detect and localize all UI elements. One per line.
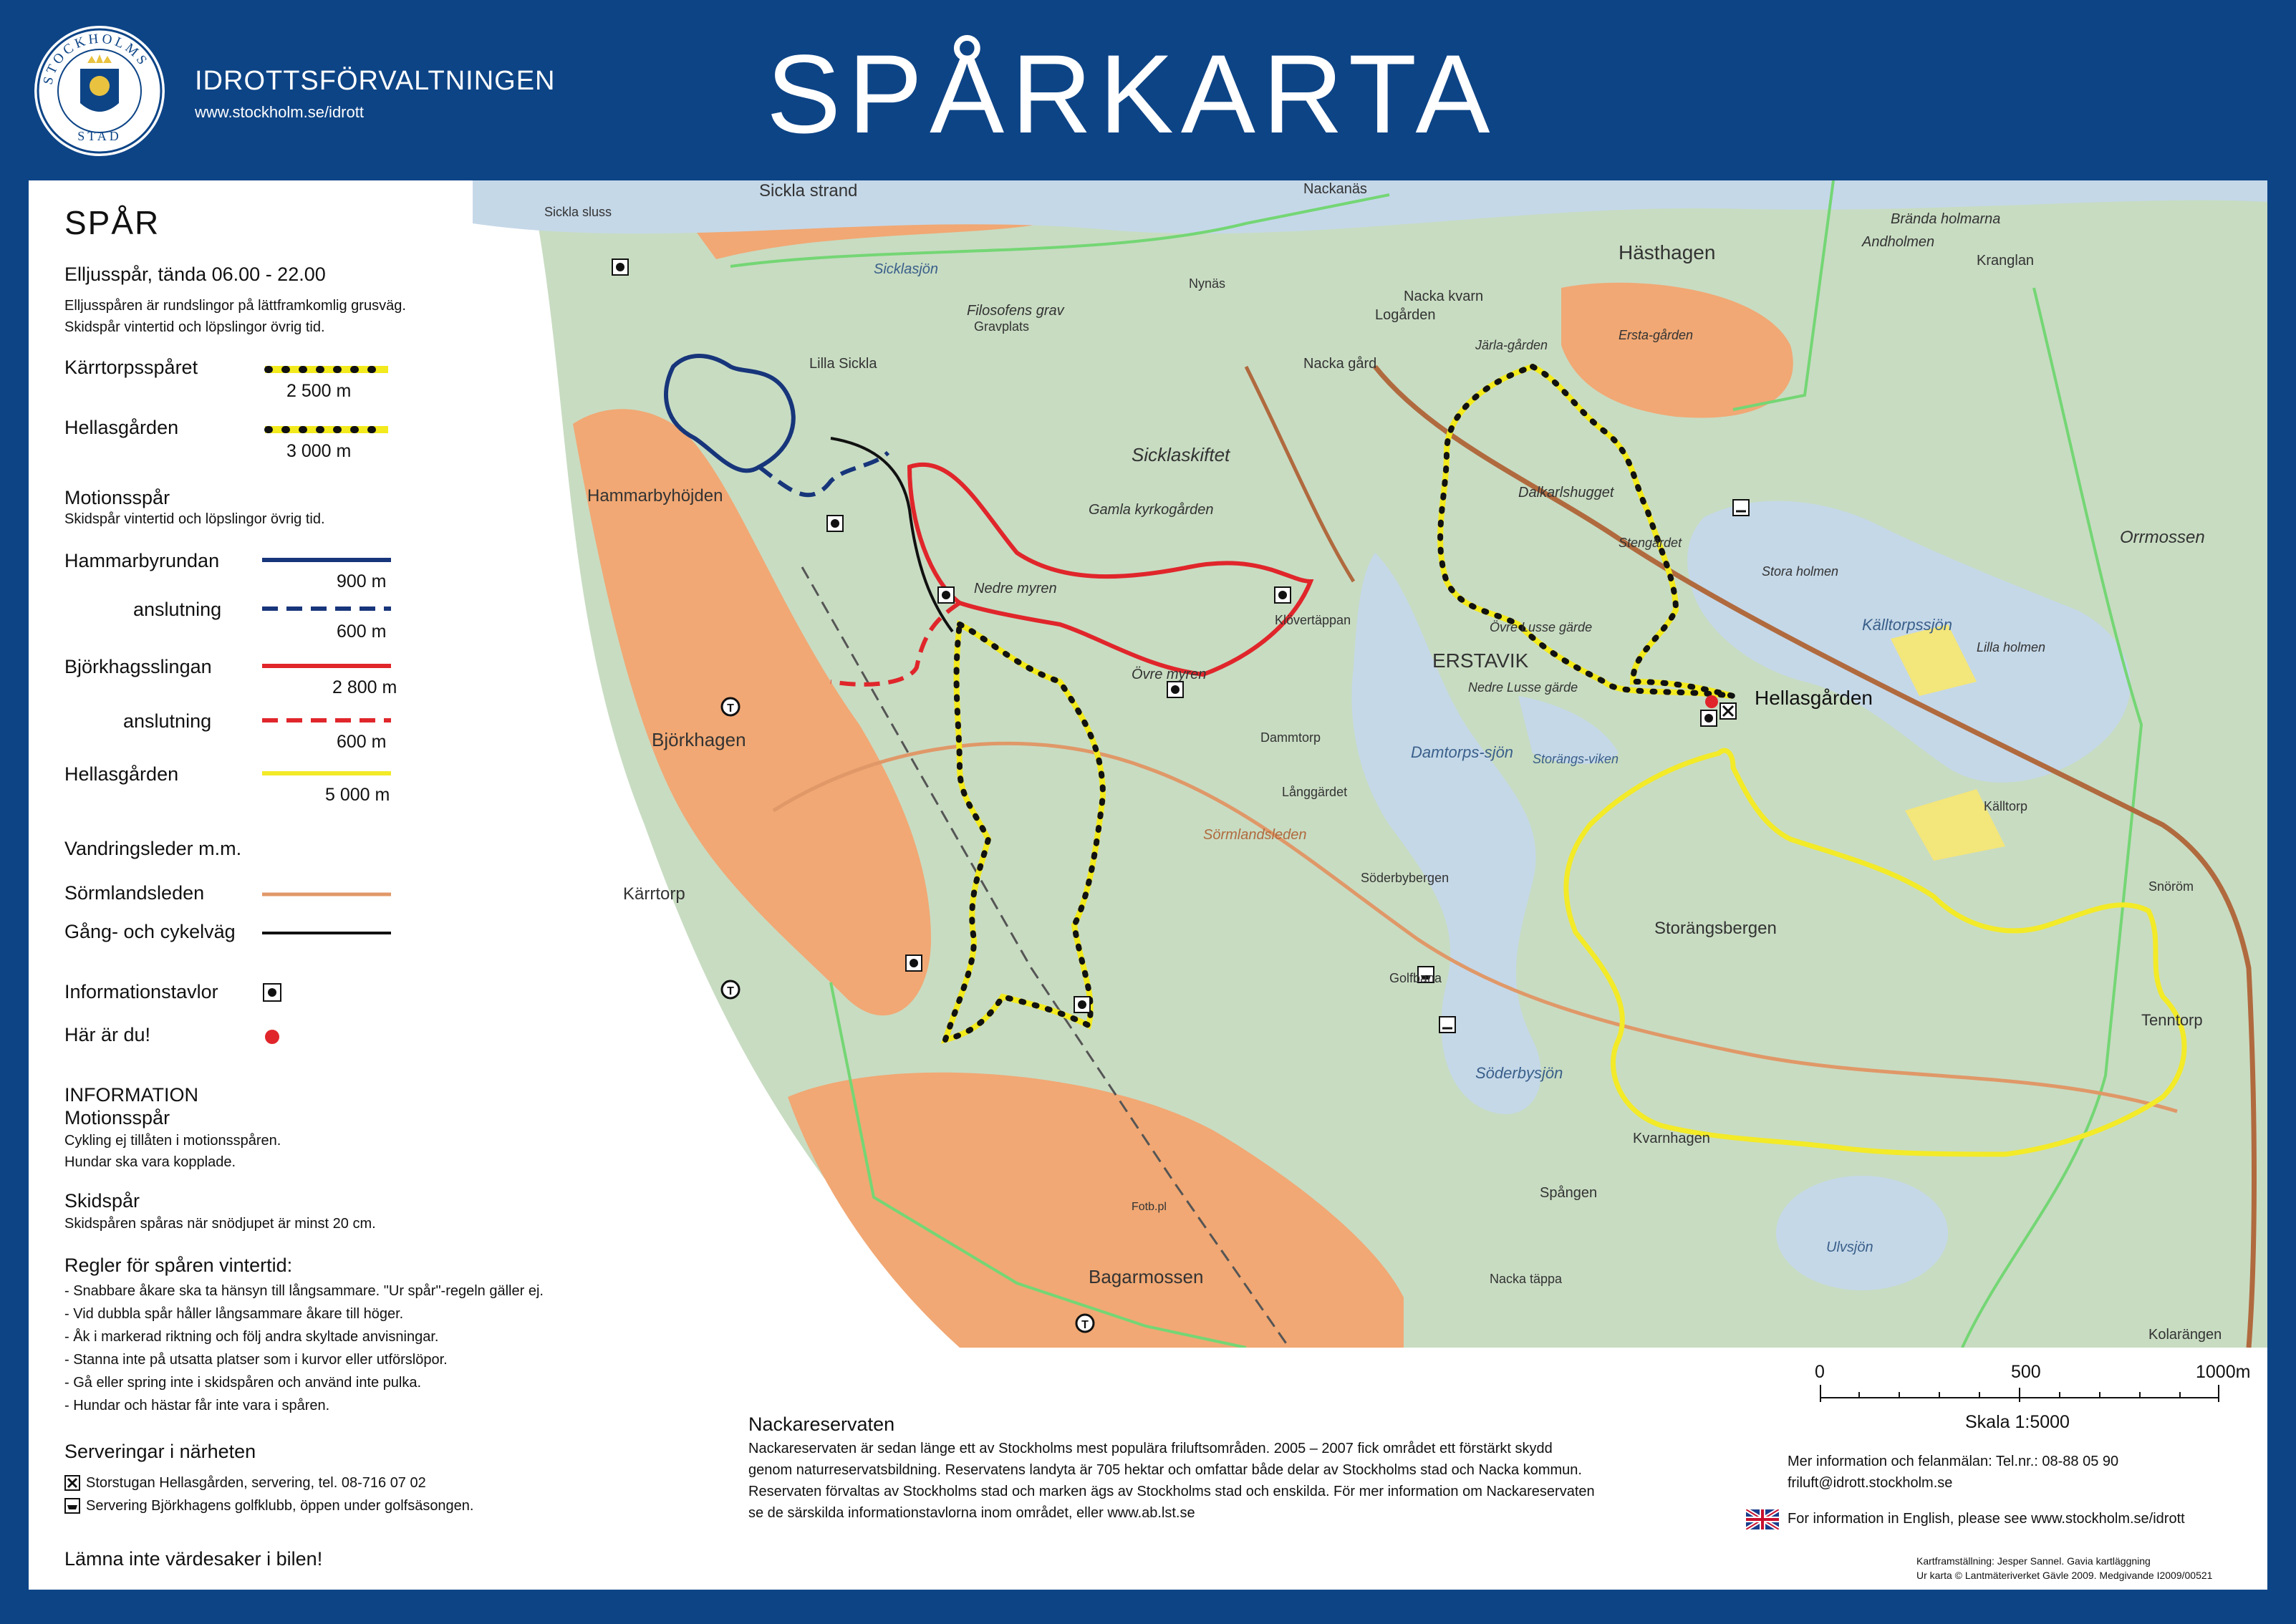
org-url[interactable]: www.stockholm.se/idrott <box>195 103 364 121</box>
bath-icon <box>1439 1017 1455 1033</box>
nacka-line: genom naturreservatsbildning. Reservatens landyta är 705 hektar och omfattar både delar av Stockholms stad och Nacka kommun. <box>748 1462 1582 1478</box>
map-label: Nacka gård <box>1303 356 1377 372</box>
map-label: Andholmen <box>1862 234 1935 250</box>
serv-heading: Serveringar i närheten <box>64 1441 256 1462</box>
info-motion-1: Cykling ej tillåten i motionsspåren. <box>64 1133 281 1149</box>
info-board-icon[interactable] <box>1701 710 1717 726</box>
bath-icon <box>1733 500 1749 516</box>
info-motion-2: Hundar ska vara kopplade. <box>64 1154 236 1170</box>
map-label: Damtorps-sjön <box>1411 743 1514 761</box>
map-label: Nynäs <box>1189 276 1226 291</box>
nacka-line: se de särskilda informationstavlorna inom området, eller www.ab.lst.se <box>748 1505 1195 1521</box>
map-label: Björkhagen <box>652 729 746 750</box>
scale-label: Skala 1:5000 <box>1965 1412 2070 1432</box>
map-label: Övre myren <box>1132 667 1207 682</box>
map-label: Brända holmarna <box>1891 211 2001 227</box>
info-board-icon[interactable] <box>938 587 954 603</box>
svg-text:T: T <box>727 702 734 715</box>
svg-text:T: T <box>1081 1319 1089 1331</box>
info-boards-label: Informationstavlor <box>64 981 218 1002</box>
map-label: Sörmlandsleden <box>1203 827 1307 843</box>
walk-heading: Vandringsleder m.m. <box>64 838 242 859</box>
ski-text: Skidspåren spåras när snödjupet är minst 20 cm. <box>64 1216 376 1232</box>
map-label: Sicklaskiftet <box>1132 444 1230 465</box>
info-board-icon <box>262 982 282 1002</box>
map-label: Golfbana <box>1389 971 1442 985</box>
map-label: Nackanäs <box>1303 181 1367 197</box>
motion-name: Hellasgården <box>64 763 179 785</box>
trail-name: Hellasgården <box>64 417 179 438</box>
nacka-line: Reservaten förvaltas av Stockholms stad och marken ägs av Stockholms stad och enskilda. För mer information om Nackareservaten <box>748 1484 1595 1499</box>
map-label: Kranglan <box>1977 253 2035 269</box>
map-label: Storängs-viken <box>1533 752 1619 766</box>
rule-item: - Gå eller spring inte i skidspåren och använd inte pulka. <box>64 1375 422 1391</box>
map-label: Nacka täppa <box>1490 1272 1563 1286</box>
map-label: Orrmossen <box>2120 528 2205 547</box>
credit-line: Kartframställning: Jesper Sannel. Gavia kartläggning <box>1916 1555 2151 1567</box>
rule-item: - Stanna inte på utsatta platser som i kurvor eller utförslöpor. <box>64 1352 448 1368</box>
motion-name: Björkhagsslingan <box>64 656 212 677</box>
map-label: Dammtorp <box>1260 730 1321 745</box>
motion-length: 900 m <box>337 571 387 591</box>
valuables-warning: Lämna inte värdesaker i bilen! <box>64 1548 323 1570</box>
motion-length: 600 m <box>337 622 387 642</box>
rule-item: - Hundar och hästar får inte vara i spåren. <box>64 1398 330 1413</box>
t-bana-icon[interactable] <box>722 981 739 998</box>
map-label: Sickla strand <box>759 181 858 200</box>
motion-length: 2 800 m <box>332 677 397 697</box>
map-label: Lilla Sickla <box>809 356 877 372</box>
info-board-icon[interactable] <box>1074 997 1090 1012</box>
nacka-title: Nackareservaten <box>748 1413 895 1435</box>
map-label: Sicklasjön <box>874 261 939 277</box>
union-jack-icon <box>1746 1509 1779 1529</box>
map-label: Gravplats <box>974 319 1030 334</box>
map-label: Logården <box>1375 307 1436 323</box>
map-label: Ersta-gården <box>1619 328 1694 342</box>
map-label: Hellasgården <box>1755 687 1873 709</box>
you-are-here-label: Här är du! <box>64 1024 151 1045</box>
info-board-icon[interactable] <box>906 955 922 971</box>
motion-length: 600 m <box>337 732 387 752</box>
map-label: Långgärdet <box>1282 785 1348 799</box>
map-label: Nedre myren <box>974 581 1057 596</box>
rules-heading: Regler för spåren vintertid: <box>64 1255 293 1276</box>
info-motion-heading: Motionsspår <box>64 1107 170 1128</box>
map-label: Storängsbergen <box>1654 919 1777 938</box>
map-label: Stengärdet <box>1619 536 1682 550</box>
map-label: Spången <box>1540 1185 1598 1201</box>
motion-length: 5 000 m <box>325 785 390 805</box>
serv-item: Servering Björkhagens golfklubb, öppen under golfsäsongen. <box>86 1498 474 1514</box>
map-label: Dalkarlshugget <box>1518 485 1614 501</box>
map-label: ERSTAVIK <box>1432 649 1529 672</box>
info-title: INFORMATION <box>64 1084 198 1106</box>
map-label: Gamla kyrkogården <box>1089 502 1214 518</box>
restaurant-icon <box>64 1475 80 1491</box>
map-label: Kolarängen <box>2148 1327 2222 1343</box>
t-bana-icon[interactable] <box>722 698 739 715</box>
org-name: IDROTTSFÖRVALTNINGEN <box>195 66 556 96</box>
motion-name: Hammarbyrundan <box>64 550 220 571</box>
walk-name: Gång- och cykelväg <box>64 921 236 942</box>
motion-name: anslutning <box>123 710 212 732</box>
map-label: Söderbybergen <box>1361 871 1450 885</box>
map-label: Kärrtorp <box>623 884 685 904</box>
t-bana-icon[interactable] <box>1076 1315 1094 1332</box>
trail-name: Kärrtorpsspåret <box>64 357 198 378</box>
map-label: Sickla sluss <box>544 205 612 219</box>
map-label: Stora holmen <box>1762 564 1839 579</box>
info-board-icon[interactable] <box>1275 587 1291 603</box>
ski-heading: Skidspår <box>64 1190 140 1212</box>
restaurant-icon <box>1720 703 1736 719</box>
trail-length: 2 500 m <box>286 381 352 401</box>
svg-text:T: T <box>727 985 734 997</box>
you-are-here-icon <box>1705 695 1718 708</box>
restaurant-icon <box>64 1498 80 1514</box>
map-label: Fotb.pl <box>1132 1201 1167 1213</box>
map-label: Lilla holmen <box>1977 640 2046 654</box>
lit-desc-1: Elljusspåren är rundslingor på lättframkomlig grusväg. <box>64 298 406 314</box>
contact-email[interactable]: friluft@idrott.stockholm.se <box>1788 1475 1953 1491</box>
map-label: Snöröm <box>2148 879 2194 894</box>
motion-desc: Skidspår vintertid och löpslingor övrig tid. <box>64 511 325 527</box>
scale-tick: 0 <box>1815 1362 1825 1382</box>
map-label: Bagarmossen <box>1089 1266 1204 1287</box>
map-label: Järla-gården <box>1475 338 1548 352</box>
map-label: Källtorpssjön <box>1862 616 1952 634</box>
map-label: Hästhagen <box>1619 241 1716 264</box>
info-board-icon[interactable] <box>1167 682 1183 697</box>
you-are-here-icon <box>264 1028 281 1045</box>
credit-line: Ur karta © Lantmäteriverket Gävle 2009. Medgivande I2009/00521 <box>1916 1570 2213 1581</box>
stockholm-crest-icon <box>34 26 165 156</box>
poster-panel <box>29 180 2267 1590</box>
map-label: Nacka kvarn <box>1404 289 1484 304</box>
scale-bar <box>1819 1383 2220 1403</box>
map-label: Klövertäppan <box>1275 613 1351 627</box>
map-label: Hammarbyhöjden <box>587 486 723 506</box>
info-board-icon[interactable] <box>827 516 843 531</box>
map-label: Ulvsjön <box>1826 1239 1873 1255</box>
motion-heading: Motionsspår <box>64 487 170 508</box>
svg-text:STAD: STAD <box>77 129 122 143</box>
scale-tick: 500 <box>2011 1362 2041 1382</box>
svg-text:STOCKHOLMS: STOCKHOLMS <box>40 31 152 87</box>
legend-title: SPÅR <box>64 204 160 241</box>
nacka-line: Nackareservaten är sedan länge ett av Stockholms mest populära friluftsområden. 2005 – 2007 fick området ett förstärkt skydd <box>748 1441 1553 1456</box>
lit-heading: Elljusspår, tända 06.00 - 22.00 <box>64 264 326 285</box>
serv-item: Storstugan Hellasgården, servering, tel. 08-716 07 02 <box>86 1475 426 1491</box>
page-title: SPÅRKARTA <box>766 32 1497 157</box>
map-label: Tenntorp <box>2141 1011 2203 1029</box>
motion-name: anslutning <box>133 599 222 620</box>
map-label: Övre Lusse gärde <box>1490 620 1593 634</box>
english-info[interactable]: For information in English, please see www.stockholm.se/idrott <box>1788 1511 2185 1527</box>
info-board-icon[interactable] <box>612 259 628 275</box>
rule-item: - Snabbare åkare ska ta hänsyn till långsammare. "Ur spår"-regeln gäller ej. <box>64 1283 544 1299</box>
legend-panel <box>29 180 544 1590</box>
rule-item: - Åk i markerad riktning och följ andra skyltade anvisningar. <box>64 1329 439 1345</box>
scale-tick: 1000m <box>2196 1362 2251 1382</box>
header <box>0 0 2296 179</box>
map-label: Söderbysjön <box>1475 1064 1563 1082</box>
rule-item: - Vid dubbla spår håller långsammare åkare till höger. <box>64 1306 404 1322</box>
map-label: Nedre Lusse gärde <box>1468 680 1578 695</box>
trail-length: 3 000 m <box>286 441 352 461</box>
map-label: Kvarnhagen <box>1633 1131 1710 1146</box>
contact-line: Mer information och felanmälan: Tel.nr.: 08-88 05 90 <box>1788 1454 2119 1469</box>
lit-desc-2: Skidspår vintertid och löpslingor övrig tid. <box>64 319 325 335</box>
walk-name: Sörmlandsleden <box>64 882 205 904</box>
map-label: Filosofens grav <box>967 303 1064 319</box>
map-label: Källtorp <box>1984 799 2028 813</box>
